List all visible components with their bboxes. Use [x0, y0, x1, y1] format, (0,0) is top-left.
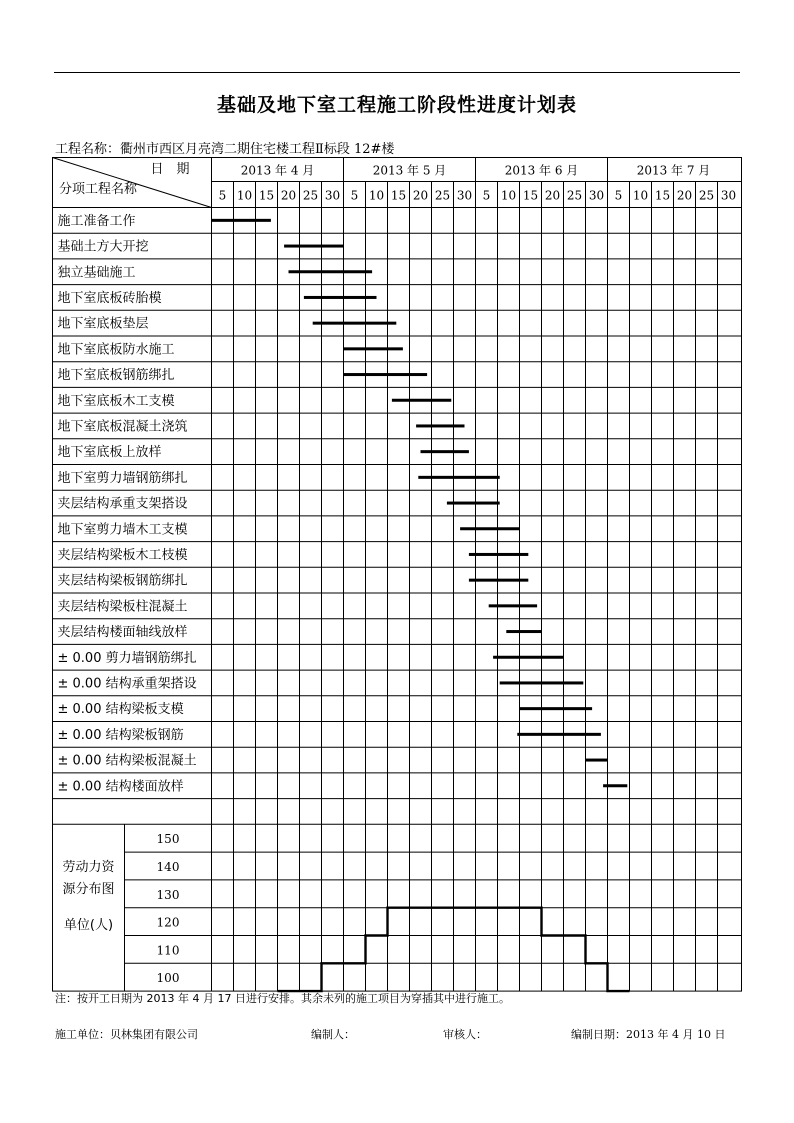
task-bar: [506, 630, 541, 633]
task-bar: [416, 424, 464, 427]
task-bar: [313, 322, 397, 325]
task-name: ± 0.00 结构楼面放样: [57, 779, 184, 795]
task-name: 施工准备工作: [57, 213, 136, 229]
task-name: ± 0.00 剪力墙钢筋绑扎: [57, 650, 197, 666]
task-name: 地下室底板防水施工: [57, 342, 175, 358]
task-name: ± 0.00 结构梁板支模: [57, 702, 184, 718]
task-bar: [212, 219, 271, 222]
day-label: 5: [482, 188, 491, 203]
day-label: 15: [522, 188, 539, 203]
month-label: 2013 年 4 月: [240, 163, 315, 178]
compile-date-value: 2013 年 4 月 10 日: [626, 1028, 726, 1041]
labor-level-label: 150: [156, 832, 180, 847]
day-label: 20: [544, 188, 561, 203]
task-name: ± 0.00 结构承重架搭设: [57, 676, 197, 692]
task-name: 地下室底板垫层: [57, 316, 149, 332]
task-name: 夹层结构承重支架搭设: [57, 496, 188, 512]
day-label: 20: [280, 188, 297, 203]
day-label: 15: [258, 188, 275, 203]
compile-date-label: 编制日期：: [571, 1028, 626, 1041]
day-label: 5: [218, 188, 227, 203]
task-bar: [460, 527, 519, 530]
task-bar: [344, 347, 403, 350]
document-title: 基础及地下室工程施工阶段性进度计划表: [216, 94, 577, 116]
day-label: 20: [676, 188, 693, 203]
task-bar: [344, 373, 428, 376]
task-name: 夹层结构楼面轴线放样: [57, 625, 188, 641]
header-item-label: 分项工程名称: [58, 182, 138, 197]
task-name: 独立基础施工: [57, 265, 136, 281]
task-bar: [489, 604, 537, 607]
task-name: 夹层结构梁板钢筋绑扎: [57, 573, 188, 589]
task-bar: [520, 707, 593, 710]
day-label: 30: [720, 188, 737, 203]
day-label: 15: [390, 188, 407, 203]
day-label: 10: [368, 188, 385, 203]
labor-level-label: 110: [156, 943, 180, 958]
task-bar: [418, 476, 499, 479]
task-bar: [493, 656, 563, 659]
labor-label-line2: 源分布图: [62, 882, 115, 898]
day-label: 25: [566, 188, 583, 203]
labor-label-line1: 劳动力资: [62, 860, 115, 876]
task-name: ± 0.00 结构梁板混凝土: [57, 753, 197, 769]
schedule-note: 注：按开工日期为 2013 年 4 月 17 日进行安排。其余未列的施工项目为穿插其中进行施工。: [55, 992, 510, 1005]
month-label: 2013 年 7 月: [636, 163, 711, 178]
day-label: 25: [434, 188, 451, 203]
task-bar: [603, 784, 627, 787]
day-label: 25: [698, 188, 715, 203]
day-label: 10: [236, 188, 253, 203]
task-name: ± 0.00 结构梁板钢筋: [57, 727, 184, 743]
labor-level-label: 100: [156, 971, 180, 986]
task-bar: [421, 450, 469, 453]
task-bar: [586, 759, 608, 762]
task-name: 基础土方大开挖: [57, 239, 149, 255]
month-label: 2013 年 5 月: [372, 163, 447, 178]
compile-date: [571, 1026, 725, 1042]
task-bar: [469, 579, 528, 582]
task-bar: [289, 270, 373, 273]
day-label: 5: [614, 188, 623, 203]
task-bar: [304, 296, 377, 299]
task-name: 地下室剪力墙木工支模: [57, 522, 188, 538]
task-bar: [284, 245, 343, 248]
reviewer-label: 审核人：: [443, 1028, 487, 1041]
construction-unit: 施工单位：贝林集团有限公司: [55, 1028, 198, 1041]
project-name: 工程名称：衢州市西区月亮湾二期住宅楼工程Ⅱ标段 12#楼: [55, 142, 395, 157]
editor-label: 编制人：: [311, 1028, 355, 1041]
day-label: 5: [350, 188, 359, 203]
day-label: 30: [588, 188, 605, 203]
header-date-label: 日 期: [150, 162, 190, 177]
day-label: 25: [302, 188, 319, 203]
day-label: 10: [500, 188, 517, 203]
task-bar: [517, 733, 601, 736]
month-label: 2013 年 6 月: [504, 163, 579, 178]
day-label: 20: [412, 188, 429, 203]
task-name: 地下室底板上放样: [57, 445, 162, 461]
day-label: 15: [654, 188, 671, 203]
labor-label-unit: 单位(人): [63, 918, 114, 934]
task-name: 夹层结构梁板木工枝模: [57, 547, 188, 563]
task-name: 夹层结构梁板柱混凝土: [57, 599, 188, 615]
task-name: 地下室底板砖胎模: [57, 290, 162, 306]
task-name: 地下室底板木工支模: [57, 393, 175, 409]
task-bar: [447, 502, 500, 505]
task-name: 地下室剪力墙钢筋绑扎: [57, 470, 188, 486]
task-bar: [500, 681, 584, 684]
day-label: 30: [324, 188, 341, 203]
labor-level-label: 120: [156, 915, 180, 930]
day-label: 30: [456, 188, 473, 203]
task-name: 地下室底板混凝土浇筑: [57, 419, 188, 435]
task-bar: [469, 553, 528, 556]
labor-level-label: 130: [156, 887, 180, 902]
task-name: 地下室底板钢筋绑扎: [57, 368, 175, 384]
day-label: 10: [632, 188, 649, 203]
task-bar: [392, 399, 451, 402]
labor-level-label: 140: [156, 860, 180, 874]
